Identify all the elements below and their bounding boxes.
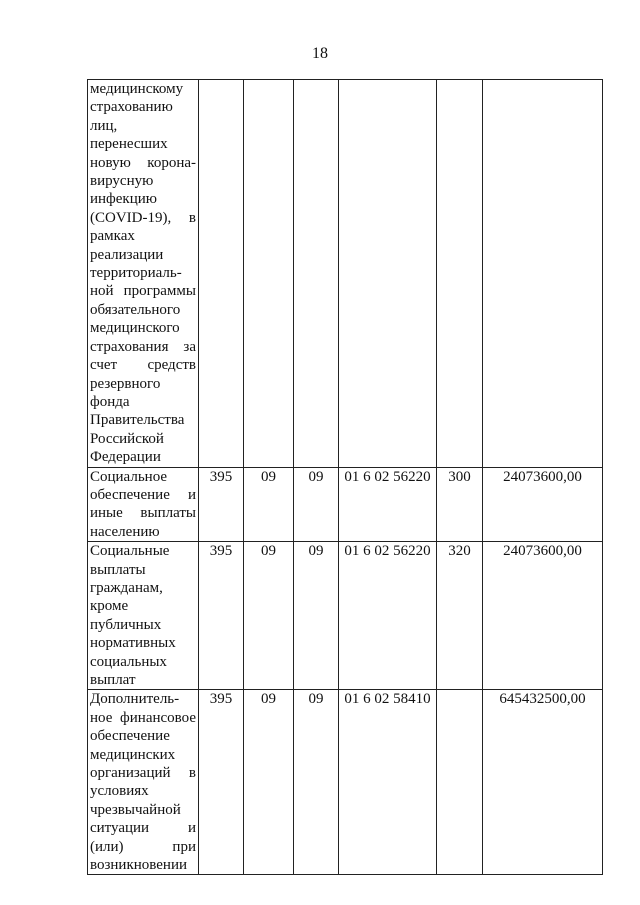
row-name-line: Дополнитель- (90, 691, 180, 708)
target-article-cell (339, 80, 437, 468)
row-name-line: перенесших (90, 136, 168, 153)
row-name-line: страхованию (90, 99, 173, 116)
row-name-line: публичных (90, 616, 162, 633)
row-name-line: обеспечение (90, 728, 170, 745)
row-name-line: инфекцию (90, 191, 157, 208)
target-article-cell: 01 6 02 56220 (339, 467, 437, 542)
row-name-line: медицинских (90, 746, 176, 763)
row-name-line: ное финансовое (90, 709, 196, 726)
row-name-line: кроме (90, 598, 129, 615)
ministry-code-cell (199, 80, 244, 468)
row-name-line: лиц, (90, 117, 118, 134)
expense-type-cell (437, 690, 483, 875)
row-name-line: (COVID-19), в (90, 209, 196, 226)
row-name-line: организаций в (90, 765, 196, 782)
section-code-cell (244, 80, 294, 468)
row-name-line: резервного (90, 375, 161, 392)
row-name-line: выплаты (90, 561, 146, 578)
table-row (88, 80, 603, 468)
row-name-line: рамках (90, 228, 135, 245)
subsection-code-cell: 09 (294, 690, 339, 875)
row-name-line: обязательного (90, 301, 181, 318)
amount-cell: 645432500,00 (483, 690, 603, 875)
row-name-line: выплат (90, 672, 136, 688)
row-name-line: Федерации (90, 449, 161, 466)
row-name-cell (88, 542, 199, 690)
table-body (88, 80, 603, 875)
row-name-line: страхования за (90, 338, 196, 355)
page-number: 18 (312, 45, 328, 62)
row-name-line: чрезвычайной (90, 801, 181, 818)
row-name-cell (88, 467, 199, 542)
amount-cell: 24073600,00 (483, 542, 603, 690)
row-name-line: Социальные (90, 543, 170, 560)
amount-cell (483, 80, 603, 468)
row-name-line: медицинскому (90, 81, 184, 97)
row-name-line: обеспечение и (90, 486, 196, 503)
ministry-code-cell: 395 (199, 690, 244, 875)
row-name-line: условиях (90, 783, 149, 800)
table-row (88, 467, 603, 542)
row-name-line: ситуации и (90, 820, 196, 837)
target-article-cell: 01 6 02 58410 (339, 690, 437, 875)
row-name-line: населению (90, 523, 160, 540)
row-name-line: Российской (90, 430, 164, 447)
section-code-cell: 09 (244, 467, 294, 542)
subsection-code-cell: 09 (294, 467, 339, 542)
row-name-line: территориаль- (90, 265, 182, 282)
table-row (88, 690, 603, 875)
row-name-line: ной программы (90, 283, 196, 300)
row-name-line: возникновении (90, 857, 188, 874)
row-name-line: иные выплаты (90, 505, 196, 522)
row-name-cell (88, 80, 199, 468)
target-article-cell: 01 6 02 56220 (339, 542, 437, 690)
row-name-line: новую корона- (90, 154, 196, 171)
section-code-cell: 09 (244, 542, 294, 690)
row-name-line: нормативных (90, 635, 176, 652)
subsection-code-cell (294, 80, 339, 468)
row-name-line: Правительства (90, 412, 185, 429)
row-name-line: счет средств (90, 357, 196, 374)
row-name-line: гражданам, (90, 579, 163, 596)
expense-type-cell: 320 (437, 542, 483, 690)
row-name-line: вирусную (90, 173, 154, 190)
amount-cell: 24073600,00 (483, 467, 603, 542)
row-name-line: Социальное (90, 468, 168, 485)
expense-type-cell: 300 (437, 467, 483, 542)
row-name-line: (или) при (90, 838, 196, 855)
section-code-cell: 09 (244, 690, 294, 875)
row-name-line: реализации (90, 246, 164, 263)
ministry-code-cell: 395 (199, 467, 244, 542)
subsection-code-cell: 09 (294, 542, 339, 690)
ministry-code-cell: 395 (199, 542, 244, 690)
row-name-line: социальных (90, 653, 167, 670)
table-row (88, 542, 603, 690)
expense-type-cell (437, 80, 483, 468)
budget-table (87, 79, 603, 875)
row-name-line: медицинского (90, 320, 180, 337)
row-name-line: фонда (90, 393, 130, 410)
row-name-cell (88, 690, 199, 875)
